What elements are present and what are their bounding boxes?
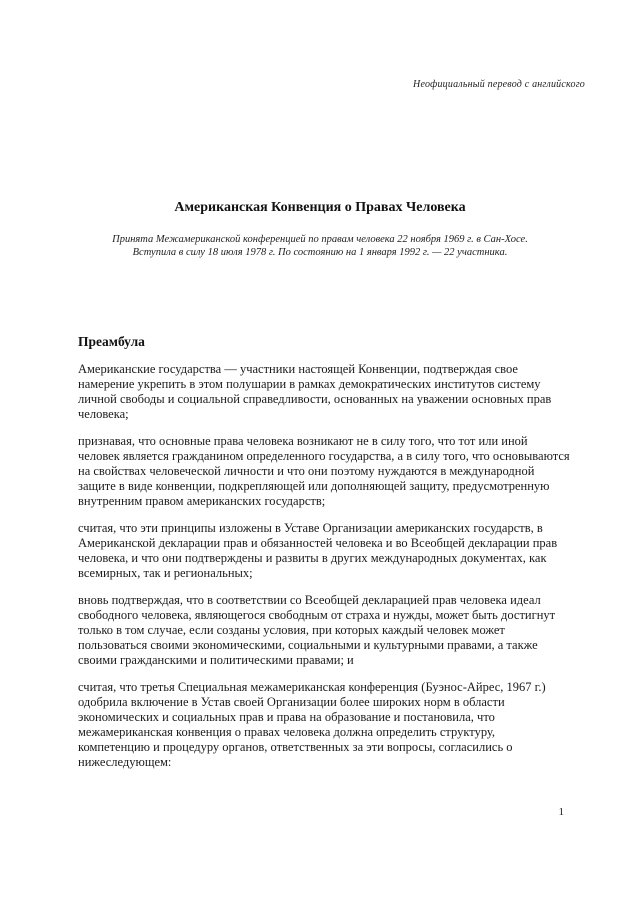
preamble-paragraph-2: признавая, что основные права человека возникают не в силу того, что тот или иной человек является гражданином определенного государства, а в силу того, что основываются на свойствах человеческой личности и что они поэтому нуждаются в международной защите в виде конвенции, подкрепляющей или дополняющей защиту, предусмотренную внутренним правом американских государств; <box>78 434 570 508</box>
preamble-body <box>78 362 570 782</box>
translation-note: Неофициальный перевод с английского <box>413 79 585 90</box>
page-number: 1 <box>558 806 564 818</box>
document-title: Американская Конвенция о Правах Человека <box>174 200 466 215</box>
preamble-paragraph-5: считая, что третья Специальная межамериканская конференция (Буэнос-Айрес, 1967 г.) одобрила включение в Устав своей Организации более широких норм в области экономических и социальных прав и права на образование и постановила, что межамериканская конвенция о правах человека должна определить структуру, компетенцию и процедуру органов, ответственных за эти вопросы, согласились о нижеследующем: <box>78 680 546 769</box>
document-subtitle <box>75 233 565 259</box>
subtitle-line-2: Вступила в силу 18 июля 1978 г. По состоянию на 1 января 1992 г. — 22 участника. <box>132 247 508 258</box>
subtitle-line-1: Принята Межамериканской конференцией по правам человека 22 ноября 1969 г. в Сан-Хосе. <box>112 234 528 245</box>
preamble-paragraph-4: вновь подтверждая, что в соответствии со Всеобщей декларацией прав человека идеал свободного человека, являющегося свободным от страха и нужды, может быть достигнут только в том случае, если созданы условия, при которых каждый человек может пользоваться своими экономическими, социальными и культурными правами, а также своими гражданскими и политическими правами; и <box>78 593 556 667</box>
section-heading-preamble: Преамбула <box>78 334 145 349</box>
preamble-paragraph-3: считая, что эти принципы изложены в Уставе Организации американских государств, в Американской декларации прав и обязанностей человека и во Всеобщей декларации прав человека, и что они подтверждены и развиты в других международных документах, как всемирных, так и региональных; <box>78 521 558 580</box>
preamble-paragraph-1: Американские государства — участники настоящей Конвенции, подтверждая свое намерение укрепить в этом полушарии в рамках демократических институтов систему личной свободы и социальной справедливости, основанных на уважении основных прав человека; <box>78 362 552 421</box>
